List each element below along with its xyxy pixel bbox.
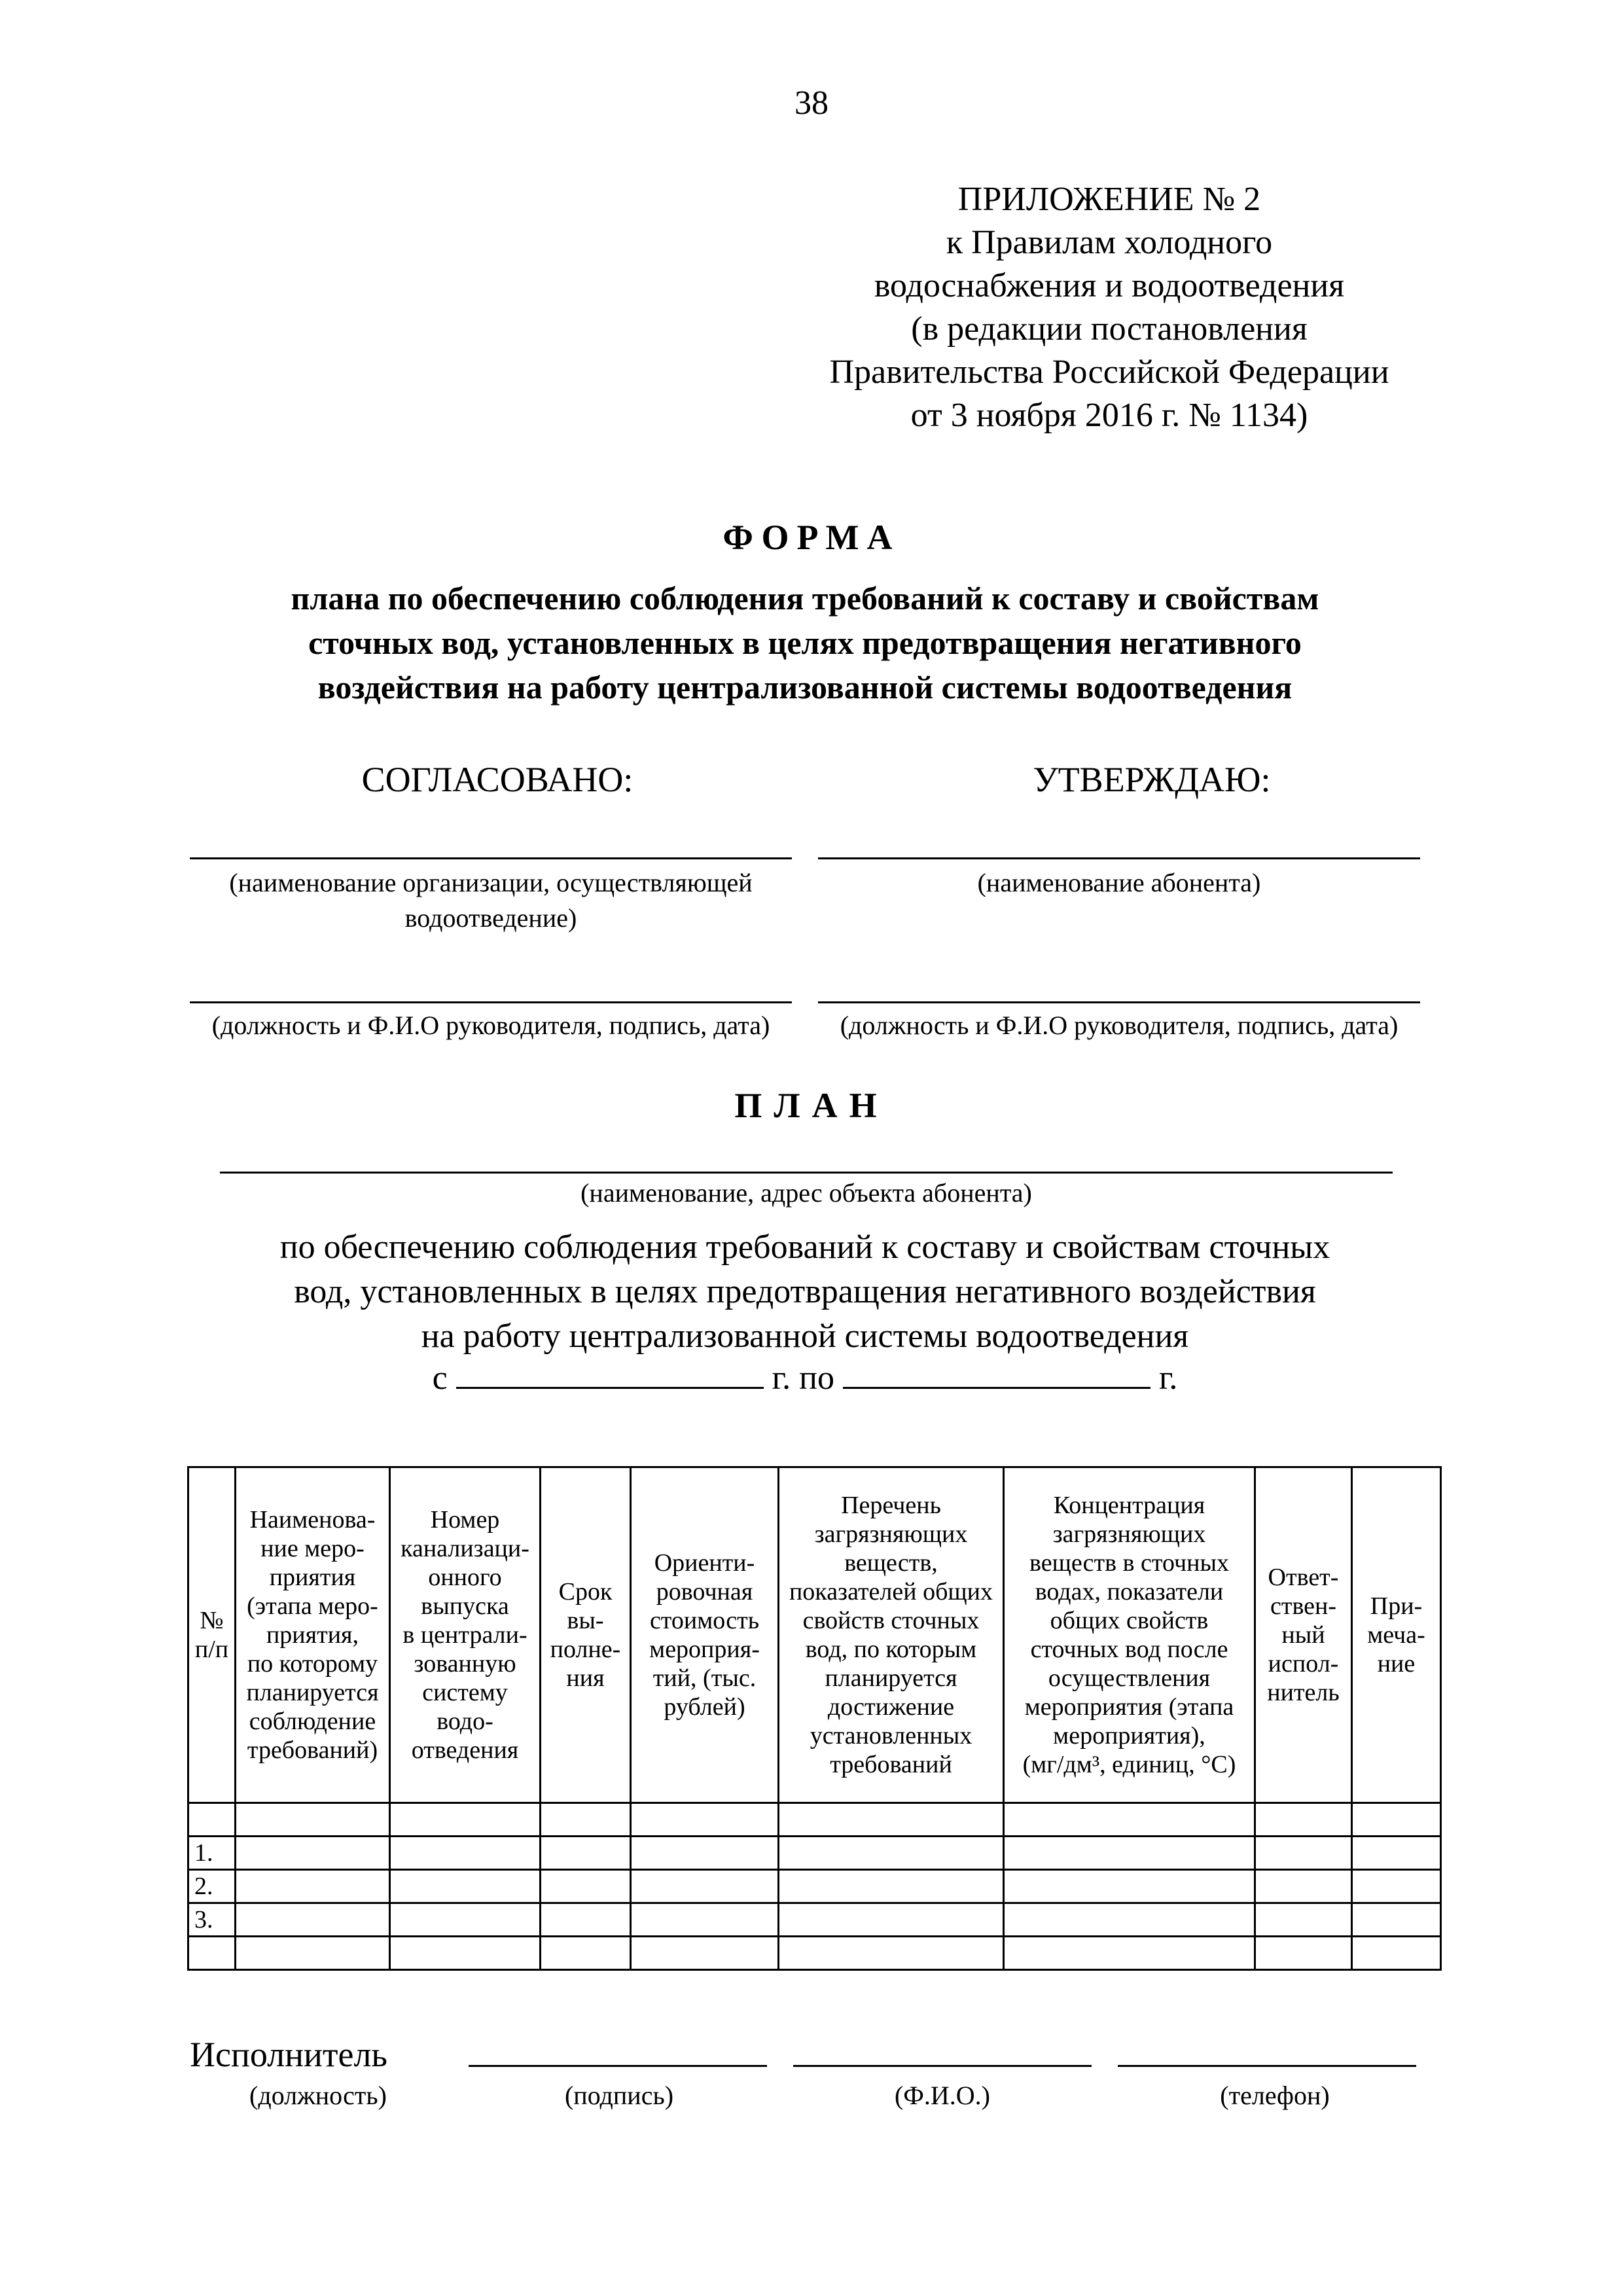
plan-purpose-line: на работу централизованной системы водоотведения [421,1318,1189,1355]
table-cell[interactable] [631,1837,779,1870]
appendix-line: водоснабжения и водоотведения [874,267,1345,304]
table-row [188,1837,1441,1870]
table-cell[interactable] [779,1803,1004,1837]
table-cell[interactable] [631,1903,779,1937]
table-row [188,1803,1441,1837]
table-cell[interactable] [779,1937,1004,1970]
appendix-line: (в редакции постановления [911,310,1308,348]
table-cell[interactable] [541,1903,631,1937]
table-cell[interactable] [779,1837,1004,1870]
table-cell[interactable] [779,1870,1004,1903]
row-number-cell: 3. [188,1903,236,1937]
plan-purpose-line: вод, установленных в целях предотвращения негативного воздействия [294,1273,1316,1310]
table-cell[interactable] [1352,1937,1441,1970]
form-subtitle-line: воздействия на работу централизованной системы водоотведения [317,669,1293,706]
table-cell[interactable] [1255,1803,1352,1837]
executor-position-line[interactable] [469,2065,767,2067]
table-row [188,1937,1441,1970]
agreed-head-line[interactable] [190,1001,792,1003]
table-cell[interactable] [1352,1837,1441,1870]
table-cell[interactable] [236,1803,390,1837]
period-start-field[interactable] [456,1361,764,1389]
table-cell[interactable] [236,1837,390,1870]
appendix-line: от 3 ноября 2016 г. № 1134) [910,397,1308,434]
agreed-org-caption: (наименование организации, осуществляющей водоотведение) [229,868,753,933]
approve-org-caption: (наименование абонента) [977,868,1261,897]
approve-org-line[interactable] [818,857,1420,859]
row-number-cell [188,1803,236,1837]
table-cell[interactable] [1352,1903,1441,1937]
col-header-number [188,1467,236,1803]
col-header-responsible [1255,1467,1352,1803]
col-header-outlet [390,1467,541,1803]
col-header-text: Ответ- ствен- ный испол- нитель [1267,1564,1340,1706]
table-cell[interactable] [236,1937,390,1970]
executor-position-caption: (должность) [249,2081,387,2110]
col-header-text: Номер канализаци- онного выпуска в централи- зованную систему водо- отведения [401,1506,529,1764]
col-header-text: № п/п [194,1607,229,1663]
plan-purpose-line: по обеспечению соблюдения требований к составу и свойствам сточных [279,1229,1330,1266]
approve-head-line[interactable] [818,1001,1420,1003]
executor-name-line[interactable] [1118,2065,1416,2067]
table-cell[interactable] [390,1937,541,1970]
table-cell[interactable] [390,1870,541,1903]
plan-purpose [164,1225,1446,1359]
page-number: 38 [794,84,829,122]
table-cell[interactable] [236,1903,390,1937]
table-cell[interactable] [1004,1803,1255,1837]
col-header-text: Срок вы- полне- ния [550,1578,621,1692]
col-header-note [1352,1467,1441,1803]
col-header-deadline [541,1467,631,1803]
table-cell[interactable] [631,1870,779,1903]
table-header-row [188,1467,1441,1803]
plan-heading: ПЛАН [734,1086,889,1125]
table-cell[interactable] [1004,1870,1255,1903]
table-cell[interactable] [541,1803,631,1837]
appendix-block [772,178,1446,437]
agreed-heading: СОГЛАСОВАНО: [361,760,633,799]
appendix-line: Правительства Российской Федерации [829,353,1389,391]
table-cell[interactable] [631,1937,779,1970]
col-header-text: Концентрация загрязняющих веществ в сточных водах, показатели общих свойств сточных вод после осуществления мероприятия (этапа мероприятия), (мг/дм³, единиц, °С) [1022,1492,1236,1778]
executor-signature-caption: (подпись) [564,2081,674,2110]
col-header-text: При- меча- ние [1367,1592,1425,1677]
period-from-label: с [432,1359,448,1397]
col-header-text: Перечень загрязняющих веществ, показателей общих свойств сточных вод, по которым планируется достижение установленных требований [789,1492,993,1778]
object-line[interactable] [220,1172,1393,1174]
approve-heading: УТВЕРЖДАЮ: [1033,760,1271,799]
col-header-text: Наименова- ние меро- приятия (этапа меро- приятия, по которому планируется соблюдение требований) [246,1506,379,1764]
executor-signature-line[interactable] [793,2065,1092,2067]
table-cell[interactable] [779,1903,1004,1937]
plan-table [187,1466,1442,1971]
table-cell[interactable] [1255,1870,1352,1903]
table-cell[interactable] [541,1937,631,1970]
row-number-cell [188,1937,236,1970]
period-line [164,1359,1446,1397]
period-end-field[interactable] [843,1361,1150,1389]
executor-label: Исполнитель [190,2035,388,2074]
row-number-cell: 2. [188,1870,236,1903]
appendix-line: к Правилам холодного [946,224,1273,261]
table-cell[interactable] [1255,1903,1352,1937]
col-header-concentration [1004,1467,1255,1803]
table-body [188,1803,1441,1970]
table-cell[interactable] [390,1803,541,1837]
table-row [188,1903,1441,1937]
table-cell[interactable] [1004,1937,1255,1970]
form-subtitle-line: плана по обеспечению соблюдения требований к составу и свойствам [291,580,1319,617]
table-cell[interactable] [631,1803,779,1837]
table-cell[interactable] [1352,1803,1441,1837]
executor-name-caption: (Ф.И.О.) [894,2081,990,2110]
table-cell[interactable] [390,1837,541,1870]
table-cell[interactable] [390,1903,541,1937]
executor-phone-caption: (телефон) [1220,2081,1330,2110]
appendix-line: ПРИЛОЖЕНИЕ № 2 [957,181,1261,218]
agreed-org-line[interactable] [190,857,792,859]
col-header-activity [236,1467,390,1803]
period-end-label: г. [1158,1359,1178,1397]
table-cell[interactable] [1255,1937,1352,1970]
table-cell[interactable] [236,1870,390,1903]
form-subtitle-line: сточных вод, установленных в целях предотвращения негативного [308,624,1302,661]
form-subtitle [164,576,1446,709]
table-cell[interactable] [1255,1837,1352,1870]
col-header-text: Ориенти- ровочная стоимость мероприя- тий, (тыс. рублей) [649,1549,760,1721]
agreed-head-caption: (должность и Ф.И.О руководителя, подпись, дата) [211,1011,770,1040]
table-cell[interactable] [1352,1870,1441,1903]
col-header-cost [631,1467,779,1803]
table-row [188,1870,1441,1903]
table-cell[interactable] [541,1837,631,1870]
plan-table-wrapper [187,1466,1440,1971]
form-heading: ФОРМА [722,518,901,557]
col-header-pollutants [779,1467,1004,1803]
object-caption: (наименование, адрес объекта абонента) [580,1178,1032,1208]
table-cell[interactable] [1004,1837,1255,1870]
approve-head-caption: (должность и Ф.И.О руководителя, подпись, дата) [840,1011,1399,1040]
table-cell[interactable] [541,1870,631,1903]
table-cell[interactable] [1004,1903,1255,1937]
row-number-cell: 1. [188,1837,236,1870]
period-mid-label: г. по [772,1359,834,1397]
